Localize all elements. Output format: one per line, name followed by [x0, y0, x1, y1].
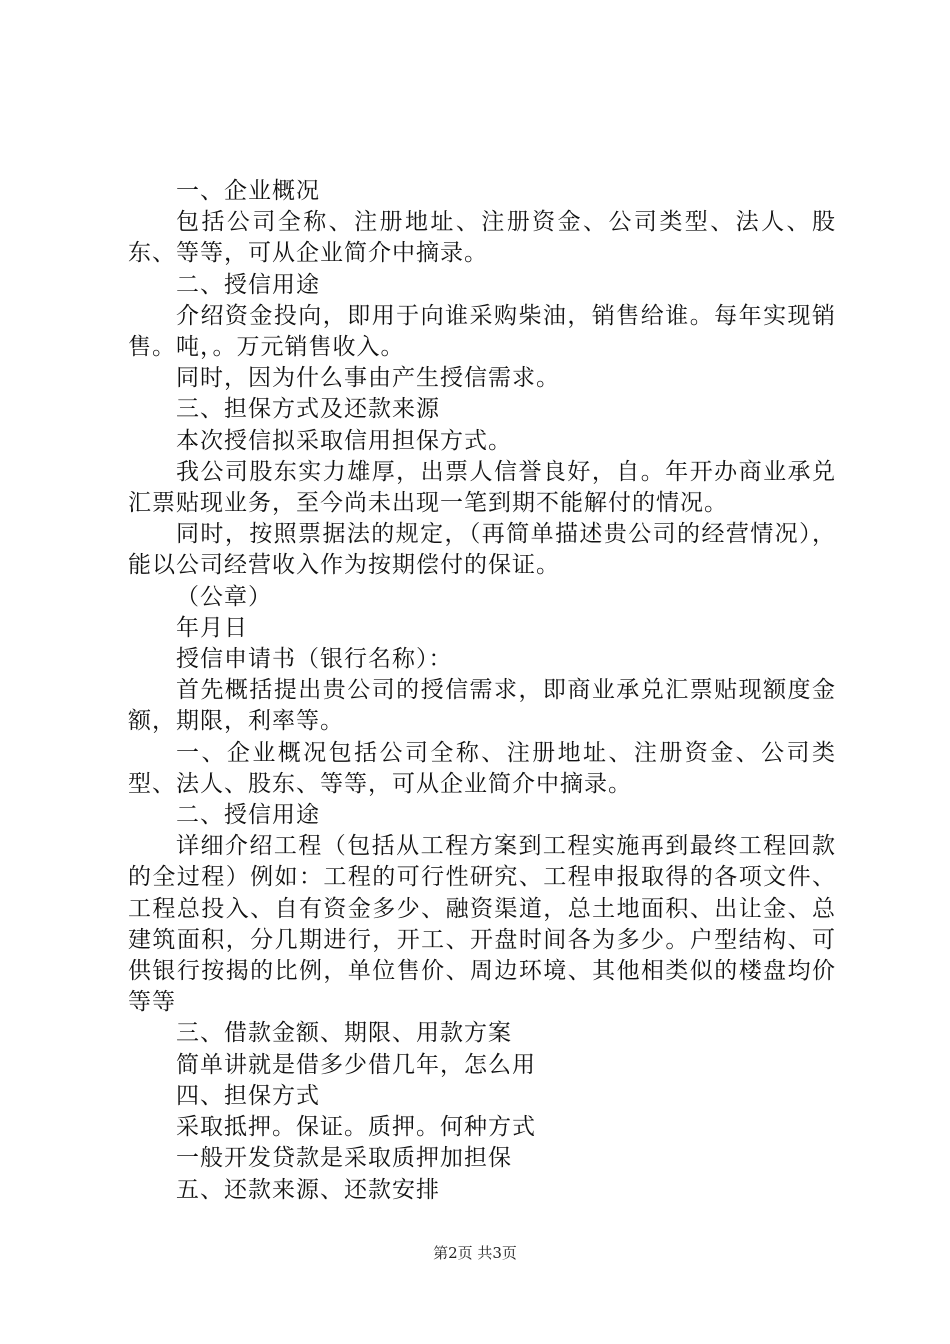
paragraph-14: 一、企业概况包括公司全称、注册地址、注册资金、公司类型、法人、股东、等等，可从企业简介中摘录。	[128, 739, 836, 797]
document-body	[128, 176, 836, 1206]
paragraph-8: 我公司股东实力雄厚，出票人信誉良好，自。年开办商业承兑汇票贴现业务，至今尚未出现一笔到期不能解付的情况。	[128, 458, 836, 517]
paragraph-22: 五、还款来源、还款安排	[176, 1176, 440, 1203]
paragraph-1: 一、企业概况	[176, 178, 320, 204]
paragraph-3: 二、授信用途	[176, 271, 320, 298]
paragraph-10: （公章）	[176, 583, 272, 610]
paragraph-5: 同时，因为什么事由产生授信需求。	[176, 365, 560, 392]
paragraph-6: 三、担保方式及还款来源	[176, 396, 440, 423]
paragraph-19: 四、担保方式	[176, 1082, 320, 1109]
paragraph-20: 采取抵押。保证。质押。何种方式	[176, 1114, 536, 1141]
paragraph-21: 一般开发贷款是采取质押加担保	[176, 1145, 512, 1172]
paragraph-7: 本次授信拟采取信用担保方式。	[176, 427, 512, 454]
paragraph-12: 授信申请书（银行名称）：	[176, 646, 453, 673]
paragraph-16: 详细介绍工程（包括从工程方案到工程实施再到最终工程回款的全过程）例如：工程的可行性研究、工程申报取得的各项文件、工程总投入、自有资金多少、融资渠道，总土地面积、出让金、总建筑面积，分几期进行，开工、开盘时间各为多少。户型结构、可供银行按揭的比例，单位售价、周边环境、其他相类似的楼盘均价等等	[128, 833, 836, 1016]
paragraph-2: 包括公司全称、注册地址、注册资金、公司类型、法人、股东、等等，可从企业简介中摘录。	[128, 209, 836, 267]
paragraph-4: 介绍资金投向，即用于向谁采购柴油，销售给谁。每年实现销售。吨，。万元销售收入。	[128, 302, 836, 361]
page-footer	[0, 1243, 950, 1263]
paragraph-9: 同时，按照票据法的规定，（再简单描述贵公司的经营情况），能以公司经营收入作为按期偿付的保证。	[128, 521, 836, 579]
paragraph-13: 首先概括提出贵公司的授信需求，即商业承兑汇票贴现额度金额，期限，利率等。	[128, 677, 836, 735]
paragraph-18: 简单讲就是借多少借几年，怎么用	[176, 1051, 536, 1078]
paragraph-15: 二、授信用途	[176, 802, 320, 829]
page-number-label: 第2页 共3页	[433, 1244, 517, 1262]
paragraph-17: 三、借款金额、期限、用款方案	[176, 1020, 512, 1047]
paragraph-11: 年月日	[176, 614, 248, 641]
